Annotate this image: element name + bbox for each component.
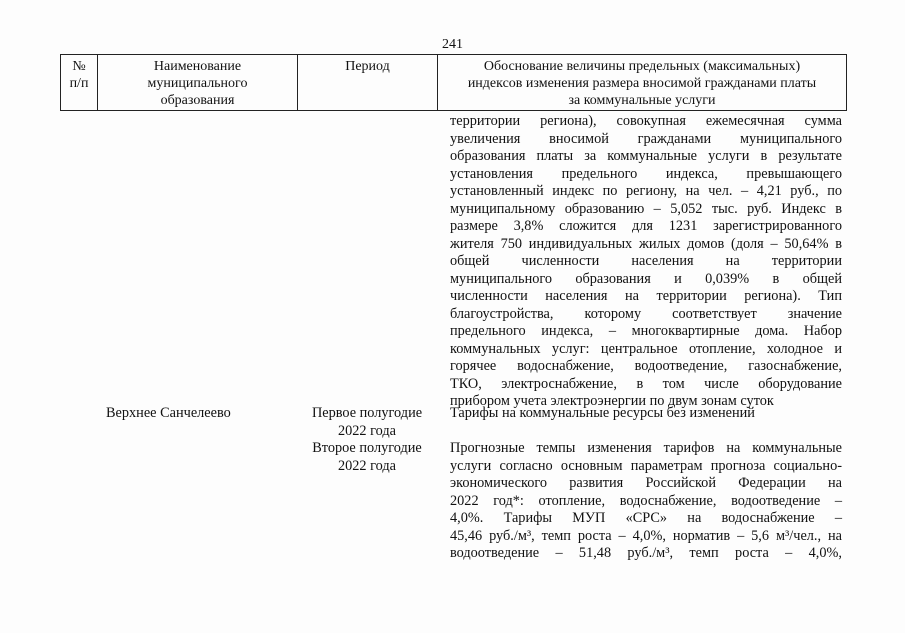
text-line: прибором учета электроэнергии по двум зонам суток bbox=[450, 393, 774, 409]
period-first-half bbox=[297, 405, 437, 440]
header-number-line: п/п bbox=[69, 76, 89, 91]
header-number-line: № bbox=[72, 59, 86, 74]
text-line: общей численности населения на территории bbox=[450, 253, 842, 269]
text-line: коммунальных услуг: центральное отопление, холодное и bbox=[450, 340, 842, 357]
header-justification-line: за коммунальные услуги bbox=[568, 93, 716, 108]
text-line: экономического развития Российской Федерации на bbox=[450, 475, 842, 491]
header-municipality-line: образования bbox=[160, 93, 235, 108]
text-line: водоотведение – 51,48 руб./м³, темп роста – 4,0%, bbox=[450, 545, 842, 561]
text-line: горячее водоснабжение, водоотведение, газоснабжение, bbox=[450, 358, 842, 374]
text-line: жителя 750 индивидуальных жилых домов (доля – 50,64% в bbox=[450, 235, 842, 252]
header-municipality bbox=[98, 58, 297, 109]
text-line: муниципального образования и 0,039% в общей bbox=[450, 270, 842, 287]
text-line: увеличения вносимой гражданами муниципального bbox=[450, 130, 842, 147]
period-line: 2022 года bbox=[337, 422, 397, 439]
header-municipality-line: муниципального bbox=[147, 76, 248, 91]
text-line: 4,0%. Тарифы МУП «СРС» на водоснабжение – bbox=[450, 510, 842, 526]
header-justification-line: индексов изменения размера вносимой гражданами платы bbox=[467, 76, 817, 91]
text-line: благоустройства, которому соответствует значение bbox=[450, 305, 842, 322]
text-line: 45,46 руб./м³, темп роста – 4,0%, норматив – 5,6 м³/чел., на bbox=[450, 527, 842, 544]
text-line: образования платы за коммунальные услуги в результате bbox=[450, 148, 842, 164]
table-header bbox=[60, 54, 847, 111]
header-municipality-line: Наименование bbox=[153, 59, 242, 74]
header-number bbox=[61, 58, 97, 92]
text-line: 2022 год*: отопление, водоснабжение, водоотведение – bbox=[450, 492, 842, 509]
period-line: 2022 года bbox=[337, 457, 397, 474]
text-line: установленный индекс по региону, на чел. – 4,21 руб., по bbox=[450, 183, 842, 199]
text-line: муниципальному образованию – 5,052 тыс. руб. Индекс в bbox=[450, 200, 842, 217]
text-line: Прогнозные темпы изменения тарифов на коммунальные bbox=[450, 440, 842, 456]
period-second-half bbox=[297, 440, 437, 475]
text-line: численности населения на территории региона). Тип bbox=[450, 288, 842, 304]
text-line: ТКО, электроснабжение, в том числе оборудование bbox=[450, 375, 842, 392]
text-line: установления предельного индекса, превышающего bbox=[450, 165, 842, 182]
period-line: Первое полугодие bbox=[311, 405, 423, 421]
page-number: 241 bbox=[442, 37, 463, 52]
municipality-name: Верхнее Санчелеево bbox=[106, 405, 231, 421]
header-justification-line: Обоснование величины предельных (максимальных) bbox=[483, 59, 801, 74]
tariff-note: Тарифы на коммунальные ресурсы без изменений bbox=[450, 405, 755, 421]
text-line: услуги согласно основным параметрам прогноза социально- bbox=[450, 457, 842, 474]
header-period-line: Период bbox=[345, 59, 390, 74]
text-line: размере 3,8% сложится для 1231 зарегистрированного bbox=[450, 218, 842, 234]
period-line: Второе полугодие bbox=[312, 440, 422, 456]
text-line: территории региона), совокупная ежемесячная сумма bbox=[450, 113, 842, 129]
header-justification bbox=[438, 58, 846, 109]
header-period bbox=[298, 58, 437, 75]
text-line: предельного индекса, – многоквартирные дома. Набор bbox=[450, 323, 842, 339]
